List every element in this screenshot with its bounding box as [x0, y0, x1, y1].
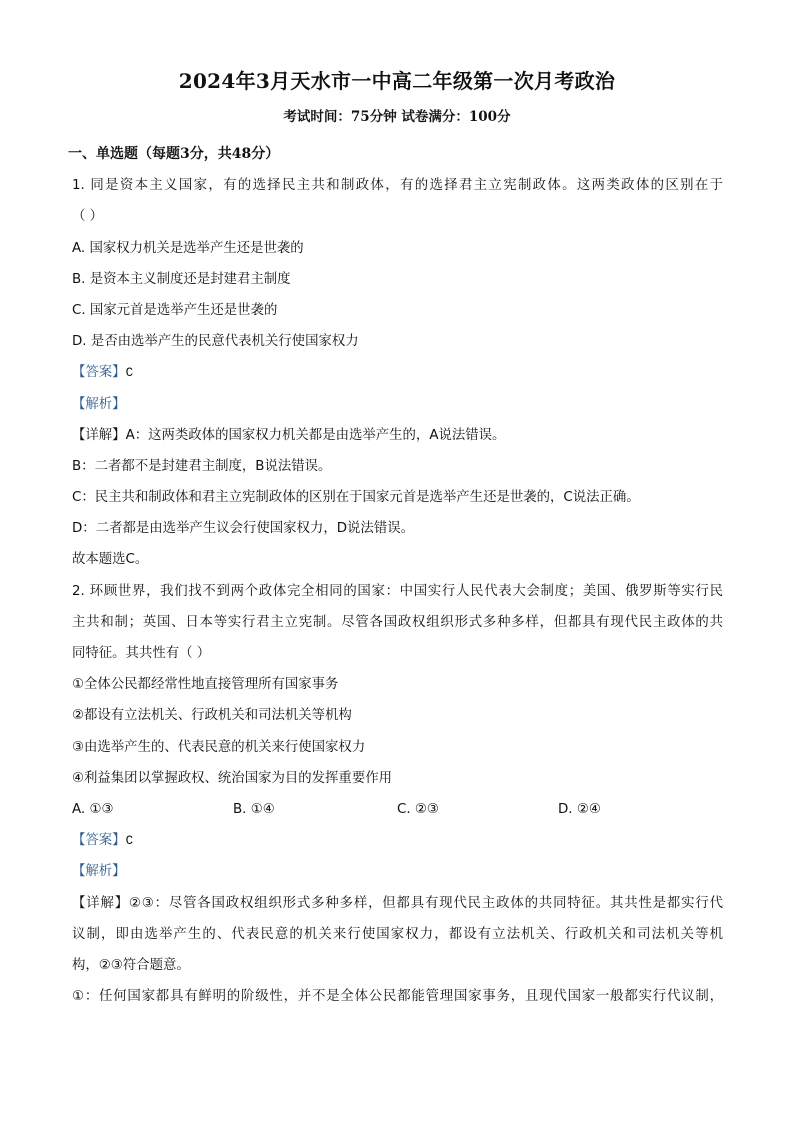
- answer-label: 【答案】: [72, 365, 126, 381]
- question-stem: 同特征。其共性有（ ）: [72, 646, 211, 661]
- options-row: [72, 794, 723, 825]
- answer-row: [72, 825, 723, 856]
- detail-row: [72, 888, 723, 919]
- option-d: D. 是否由选举产生的民意代表机关行使国家权力: [72, 334, 359, 350]
- detail-row: [72, 420, 723, 451]
- detail-text: ①：任何国家都具有鲜明的阶级性，并不是全体公民都能管理国家事务，且现代国家一般都实行代议制，: [72, 989, 723, 1005]
- answer-value: C: [125, 366, 134, 381]
- question-stem: 主共和制；英国、日本等实行君主立宪制。尽管各国政权组织形式多种多样，但都具有现代民主政体的共: [72, 614, 723, 630]
- option-c: C. 国家元首是选举产生还是世袭的: [72, 302, 278, 318]
- statement-4: ④利益集团以掌握政权、统治国家为目的发挥重要作用: [72, 770, 392, 786]
- answer-label: 【答案】: [72, 833, 126, 849]
- analysis-label: 【解析】: [72, 396, 126, 412]
- answer-value: C: [125, 834, 134, 849]
- analysis-label: 【解析】: [72, 864, 126, 880]
- detail-label: 【详解】: [72, 895, 129, 911]
- option-b: B. ①④: [233, 801, 275, 817]
- conclusion-text: 故本题选C。: [72, 552, 149, 568]
- document-body: [68, 139, 723, 1012]
- option-b: B. 是资本主义制度还是封建君主制度: [72, 271, 291, 287]
- detail-text: ②③：尽管各国政权组织形式多种多样，但都具有现代民主政体的共同特征。其共性是都实行代: [128, 895, 723, 911]
- statement-3: ③由选举产生的、代表民意的机关来行使国家权力: [72, 739, 366, 755]
- option-d: D. ②④: [558, 801, 601, 817]
- detail-text: B：二者都不是封建君主制度，B说法错误。: [72, 458, 332, 474]
- question-stem: 1. 同是资本主义国家，有的选择民主共和制政体，有的选择君主立宪制政体。这两类政体的区别在于: [72, 178, 723, 194]
- detail-text: A：这两类政体的国家权力机关都是由选举产生的，A说法错误。: [125, 427, 506, 443]
- answer-row: [72, 357, 723, 388]
- section-heading: 一、单选题（每题3分，共48分）: [68, 146, 280, 162]
- detail-text: 构，②③符合题意。: [72, 957, 190, 973]
- detail-text: 议制，即由选举产生的、代表民意的机关来行使国家权力，都设有立法机关、行政机关和司法机关等机: [72, 926, 723, 942]
- statement-2: ②都设有立法机关、行政机关和司法机关等机构: [72, 708, 352, 724]
- option-a: A. ①③: [72, 801, 114, 817]
- answer-blank: （ ）: [72, 209, 104, 225]
- detail-text: D：二者都是由选举产生议会行使国家权力，D说法错误。: [72, 521, 414, 537]
- exam-info: 考试时间：75分钟 试卷满分：100分: [283, 109, 511, 125]
- question-stem: 2. 环顾世界，我们找不到两个政体完全相同的国家：中国实行人民代表大会制度；美国、俄罗斯等实行民: [72, 583, 723, 599]
- option-a: A. 国家权力机关是选举产生还是世袭的: [72, 240, 304, 256]
- detail-text: C：民主共和制政体和君主立宪制政体的区别在于国家元首是选举产生还是世袭的，C说法正确。: [72, 490, 640, 506]
- question-1: [72, 170, 723, 575]
- statement-1: ①全体公民都经常性地直接管理所有国家事务: [72, 677, 339, 693]
- option-c: C. ②③: [397, 801, 439, 817]
- question-2: [72, 576, 723, 1013]
- detail-label: 【详解】: [72, 427, 126, 443]
- page-title: 2024年3月天水市一中高二年级第一次月考政治: [178, 69, 616, 93]
